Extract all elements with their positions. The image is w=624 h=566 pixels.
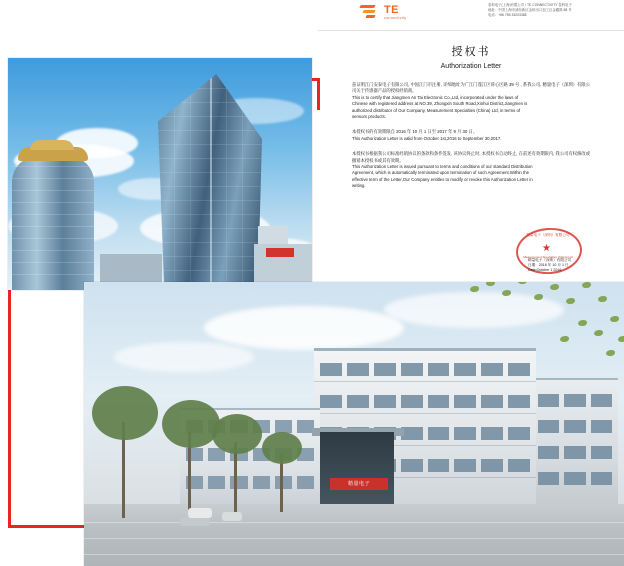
paragraph-3-en-line-1: This Authorization Letter is issued pursuant to terms and conditions of our standard Distribution: [352, 164, 533, 170]
parked-vehicle: [188, 508, 212, 518]
paragraph-1-en-line-3: authorized distributor of Our Company, Measurement Specialties (China) Ltd, in terms of: [352, 107, 521, 113]
signature-date-cn: 日期：2016 年 10 月 1 日: [528, 263, 569, 267]
paragraph-3-en-line-4: writing.: [352, 183, 366, 189]
tree-canopy: [262, 432, 302, 464]
tree-canopy: [92, 386, 158, 440]
paragraph-1-en-line-2: Chinese with registered address at NO.39, Zhongxin South Road,Xinhui District,Jiangmen is: [352, 101, 528, 107]
factory-building-right: [532, 378, 618, 508]
document-title-cn: 授权书: [451, 46, 491, 58]
factory-entrance: [320, 432, 394, 506]
cloud-shape: [384, 292, 564, 328]
seal-text-cn: 精量电子（深圳）有限公司: [526, 233, 570, 237]
paragraph-1-en-line-4: sensors products.: [352, 114, 386, 120]
paragraph-2: [352, 129, 590, 142]
paragraph-1-cn: 兹证明江门安泰电子有限公司, 中国江门市注册, 详细地址为广江门蓬江区荷心区路 39 号 , 系我公司, 精量电子（深圳）有限公司关于传感器产品的授权经销商。: [352, 82, 590, 94]
cloud-shape: [114, 342, 254, 372]
signature-date-en: Date:October 1 2016: [528, 268, 562, 272]
factory-signboard: 精量电子: [330, 478, 388, 490]
document-body: [352, 82, 590, 190]
te-logo: [360, 4, 436, 26]
authorization-letter-document: [318, 0, 624, 286]
round-tower: [12, 156, 94, 290]
paragraph-1-en-line-1: This is to certify that Jiangmen An Tai Electronic Co.,Ltd, incorporated under the laws of: [352, 94, 519, 100]
signature-company: 精量电子（深圳）有限公司: [528, 258, 572, 262]
star-icon: ★: [542, 243, 551, 254]
paragraph-3: [352, 151, 590, 189]
header-line-3: 电话：+86 755 33203388: [488, 13, 527, 17]
tree-canopy: [212, 414, 262, 454]
skyline-photo: [8, 58, 312, 290]
parked-vehicle: [180, 518, 210, 526]
seal-text-en: Measurement Specialties (China) Ltd: [523, 255, 573, 259]
factory-yard: [84, 504, 624, 566]
parked-vehicle: [222, 512, 242, 521]
paragraph-3-cn: 本授权书根据我公司标准经销协议的条款和条件签发, 该协议终止时, 本授权书自动终止, 在前述有效期限内, 我公司有权修改或撤销本授权书或其有效期。: [352, 151, 590, 163]
paragraph-3-en-line-3: effective term of the Letter,Our Company entitles to modify or revoke this Authorization Letter in: [352, 176, 533, 182]
factory-photo: [84, 282, 624, 566]
document-header-company-info: [488, 3, 618, 18]
te-logo-word: TE: [384, 4, 399, 16]
header-line-2: 地址：中国上海市浦东新区金桥出口加工区金藏路 88 号: [488, 8, 572, 12]
red-signboard: [266, 248, 294, 257]
document-header: [318, 0, 624, 31]
cloud-shape: [204, 306, 404, 350]
document-title-en: Authorization Letter: [440, 63, 502, 70]
paragraph-2-cn: 本授权书的有效期限自 2016 年 10 月 1 日至 2017 年 9 月 30 日。: [352, 129, 478, 135]
paragraph-1: [352, 82, 590, 120]
te-logo-icon: [360, 5, 381, 19]
tree-canopy: [162, 400, 220, 448]
paragraph-3-en-line-2: Agreement, which is automatically terminated upon termination of such Agreement.Within the: [352, 170, 529, 176]
paragraph-2-en-line-1: This Authorization Letter is valid from October 1st,2016 to September 30,2017.: [352, 135, 502, 141]
signature-block: [528, 258, 571, 273]
te-logo-tagline: connectivity: [384, 16, 407, 20]
header-line-1: 泰科电子(上海)有限公司 / TE CONNECTIVITY 泰科电子: [488, 3, 572, 7]
